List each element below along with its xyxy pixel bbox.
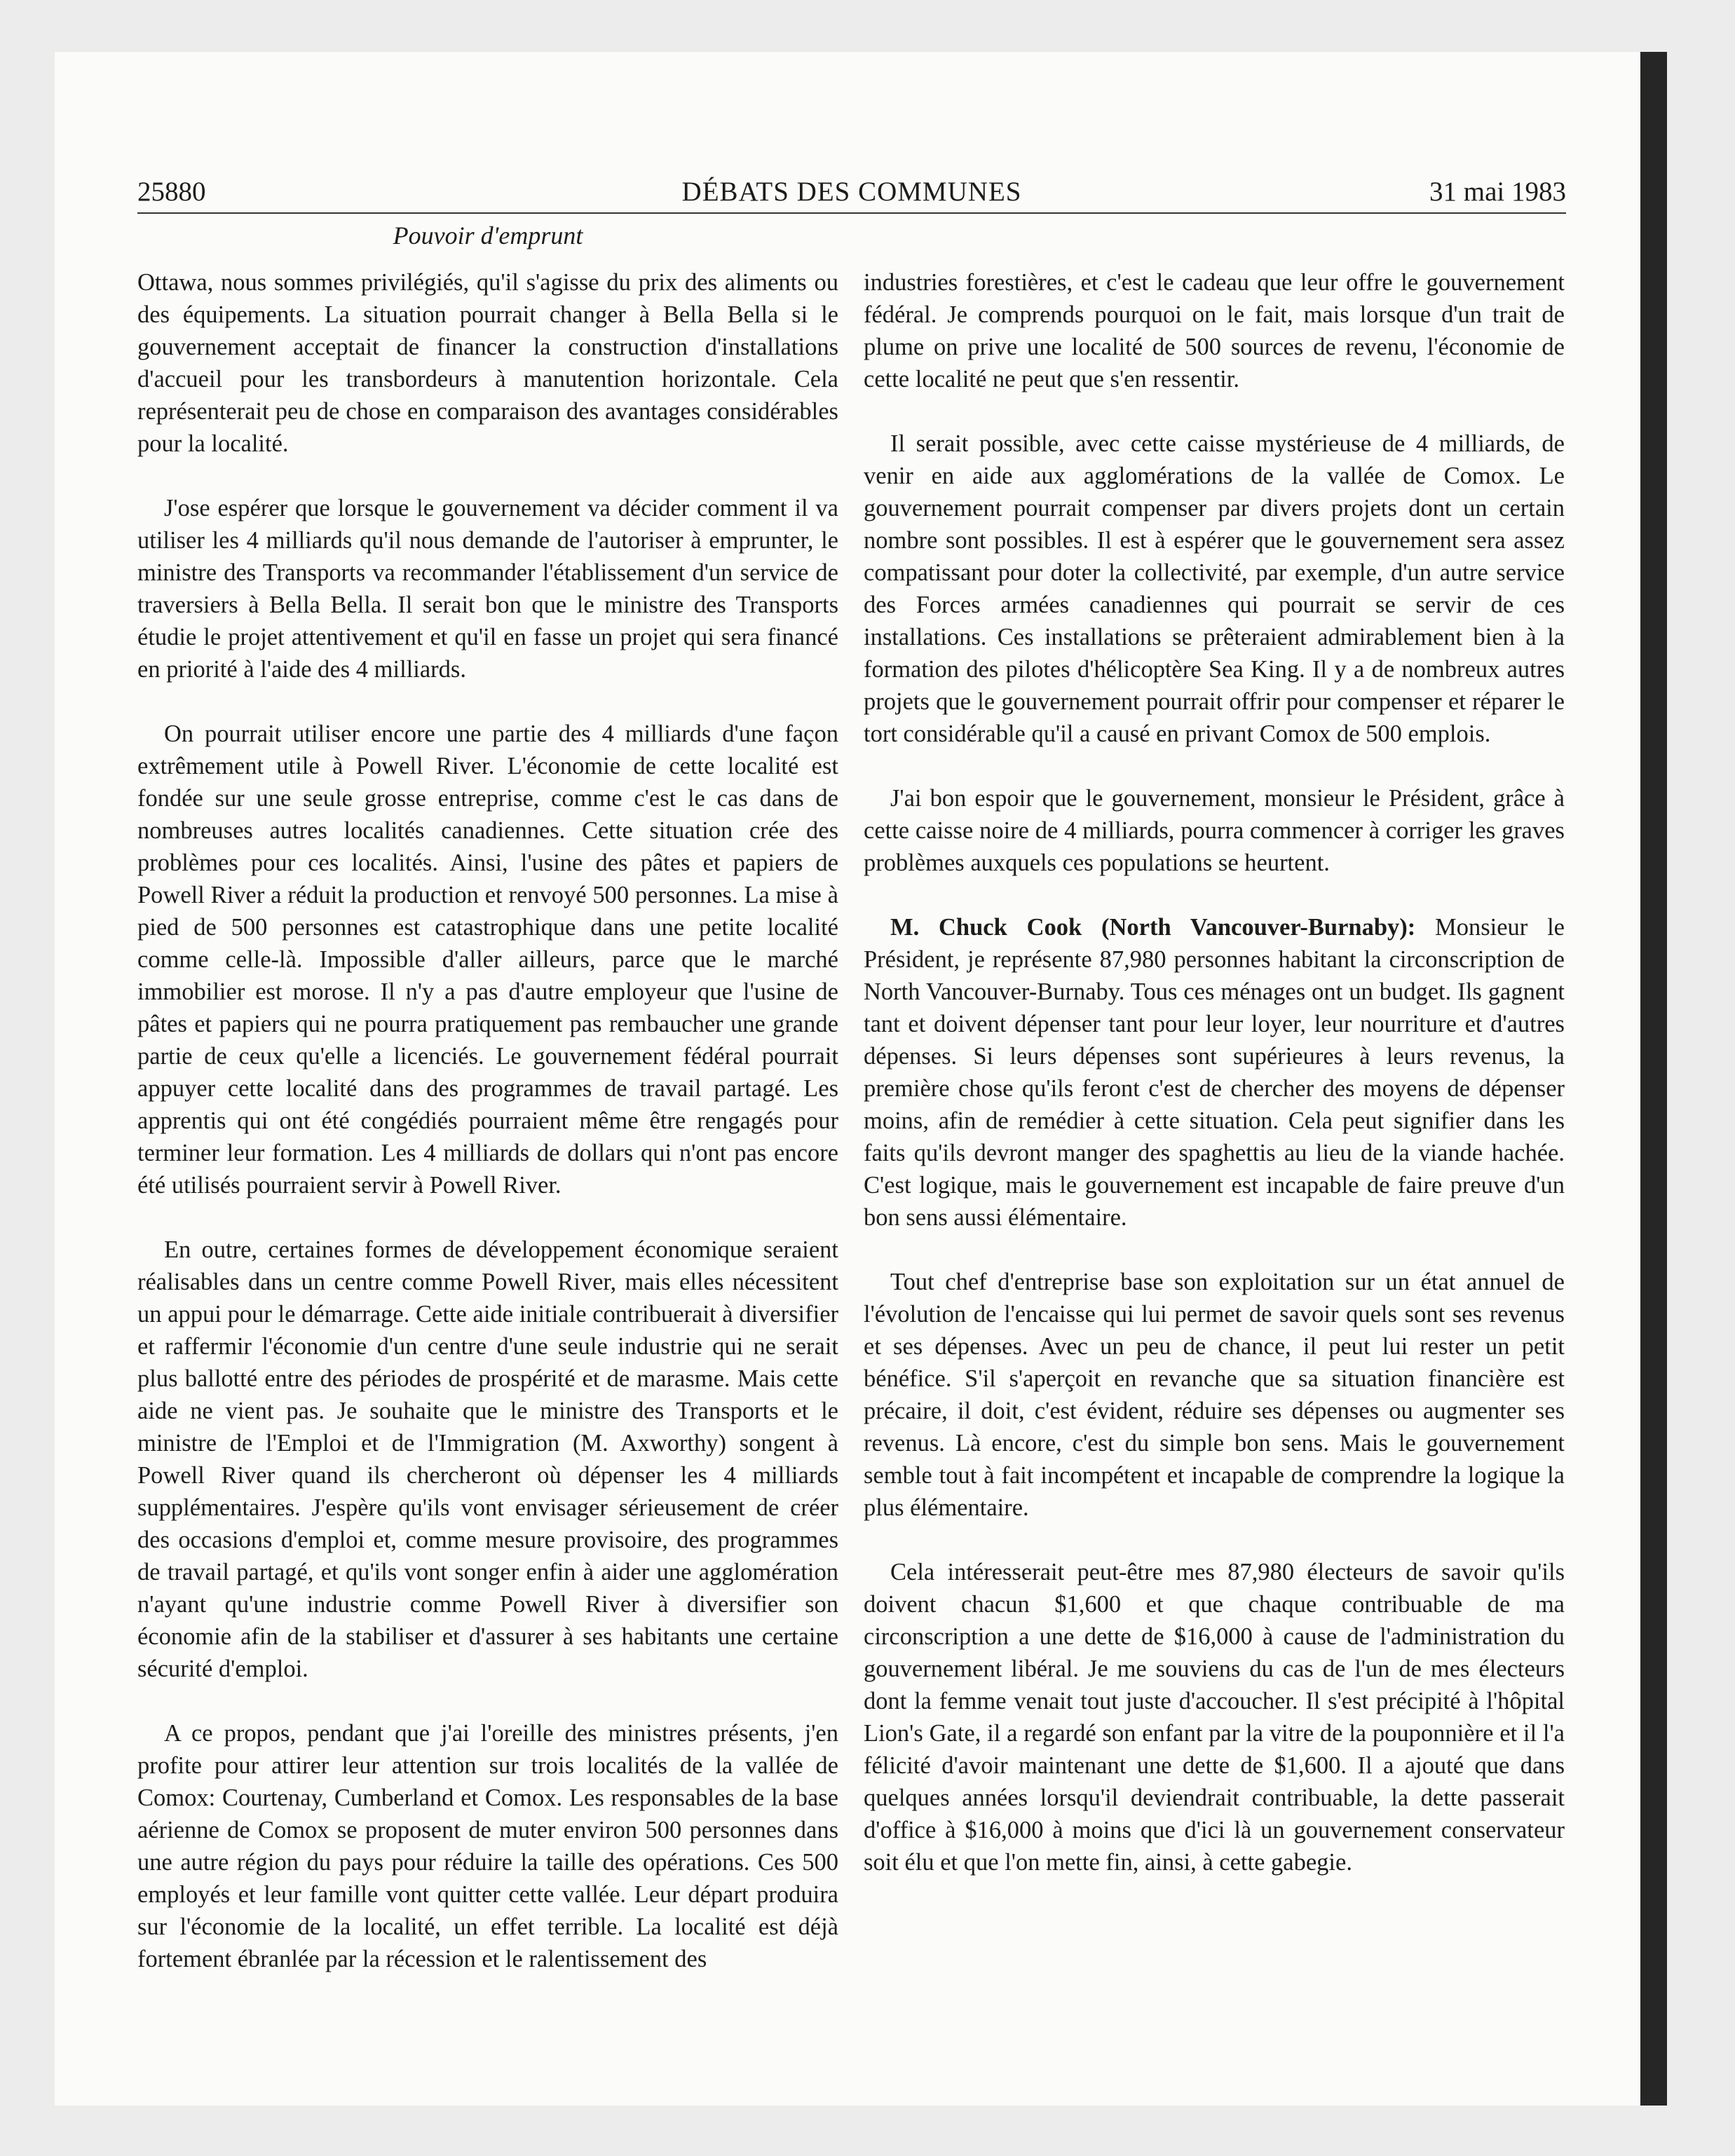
paragraph: En outre, certaines formes de développement économique seraient réalisables dans un centre comme Powell River, mais elles nécessitent un appui pour le démarrage. Cette aide initiale contribuerait à diversifier et raffermir l'économie d'un centre d'une seule industrie qui ne serait plus ballotté entre des périodes de prospérité et de marasme. Mais cette aide ne vient pas. Je souhaite que le ministre des Transports et le ministre de l'Emploi et de l'Immigration (M. Axworthy) songent à Powell River quand ils chercheront où dépenser les 4 milliards supplémentaires. J'espère qu'ils vont envisager sérieusement de créer des occasions d'emploi et, comme mesure provisoire, des programmes de travail partagé, et qu'ils vont songer enfin à aider une agglomération n'ayant qu'une industrie comme Powell River à diversifier son économie afin de la stabiliser et d'assurer à ses habitants une certaine sécurité d'emploi. [137,1236,838,1682]
running-header [137,172,1566,214]
paragraph: On pourrait utiliser encore une partie des 4 milliards d'une façon extrêmement utile à Powell River. L'économie de cette localité est fondée sur une seule grosse entreprise, comme c'est le cas dans de nombreuses autres localités canadiennes. Cette situation crée des problèmes pour ces localités. Ainsi, l'usine des pâtes et papiers de Powell River a réduit la production et renvoyé 500 personnes. La mise à pied de 500 personnes est catastrophique dans une petite localité comme celle-là. Impossible d'aller ailleurs, parce que le marché immobilier est morose. Il n'y a pas d'autre employeur que l'usine de pâtes et papiers qui ne pourra pratiquement pas rembaucher une grande partie de ceux qu'elle a licenciés. Le gouvernement fédéral pourrait appuyer cette localité dans des programmes de travail partagé. Les apprentis qui ont été congédiés pourraient même être rengagés pour terminer leur formation. Les 4 milliards de dollars qui n'ont pas encore été utilisés pourraient servir à Powell River. [137,721,838,1199]
page-number: 25880 [137,177,206,207]
speaker-paragraph [864,911,1565,1234]
paragraph: J'ose espérer que lorsque le gouvernement va décider comment il va utiliser les 4 milliards qu'il nous demande de l'autoriser à emprunter, le ministre des Transports va recommander l'établissement d'un service de traversiers à Bella Bella. Il serait bon que le ministre des Transports étudie le projet attentivement et qu'il en fasse un projet qui sera financé en priorité à l'aide des 4 milliards. [137,495,838,683]
scan-edge-bar [1640,52,1667,2106]
speaker-name: M. Chuck Cook (North Vancouver-Burnaby): [890,914,1416,941]
paragraph: industries forestières, et c'est le cadeau que leur offre le gouvernement fédéral. Je comprends pourquoi on le fait, mais lorsque d'un trait de plume on prive une localité de 500 sources de revenu, l'économie de cette localité ne peut que s'en ressentir. [864,269,1565,393]
paragraph: J'ai bon espoir que le gouvernement, monsieur le Président, grâce à cette caisse noire de 4 milliards, pourra commencer à corriger les graves problèmes auxquels ces populations se heurtent. [864,785,1565,876]
section-title: Pouvoir d'emprunt [393,221,583,250]
publication-date: 31 mai 1983 [1429,177,1566,207]
publication-title: DÉBATS DES COMMUNES [681,177,1022,207]
paragraph: Tout chef d'entreprise base son exploitation sur un état annuel de l'évolution de l'encaisse qui lui permet de savoir quels sont ses revenus et ses dépenses. Avec un peu de chance, il peut lui rester un petit bénéfice. S'il s'aperçoit en revanche que sa situation financière est précaire, il doit, c'est évident, réduire ses dépenses ou augmenter ses revenus. Là encore, c'est du simple bon sens. Mais le gouvernement semble tout à fait incompétent et incapable de comprendre la logique la plus élémentaire. [864,1269,1565,1521]
paragraph: A ce propos, pendant que j'ai l'oreille des ministres présents, j'en profite pour attirer leur attention sur trois localités de la vallée de Comox: Courtenay, Cumberland et Comox. Les responsables de la base aérienne de Comox se proposent de muter environ 500 personnes dans une autre région du pays pour réduire la taille des opérations. Ces 500 employés et leur famille vont quitter cette vallée. Leur départ produira sur l'économie de la localité, un effet terrible. La localité est déjà fortement ébranlée par la récession et le ralentissement des [137,1720,838,1972]
paragraph: Il serait possible, avec cette caisse mystérieuse de 4 milliards, de venir en aide aux agglomérations de la vallée de Comox. Le gouvernement pourrait compenser par divers projets dont un certain nombre sont possibles. Il est à espérer que le gouvernement sera assez compatissant pour doter la collectivité, par exemple, d'un autre service des Forces armées canadiennes qui pourrait se servir de ces installations. Ces installations se prêteraient admirablement bien à la formation des pilotes d'hélicoptère Sea King. Il y a de nombreux autres projets que le gouvernement pourrait offrir pour compenser et réparer le tort considérable qu'il a causé en privant Comox de 500 emplois. [864,430,1565,747]
right-column [864,266,1565,1911]
paragraph: Cela intéresserait peut-être mes 87,980 électeurs de savoir qu'ils doivent chacun $1,600 et que chaque contribuable de ma circonscription a une dette de $16,000 à cause de l'administration du gouvernement libéral. Je me souviens du cas de l'un de mes électeurs dont la femme venait tout juste d'accoucher. Il s'est précipité à l'hôpital Lion's Gate, il a regardé son enfant par la vitre de la pouponnière et il l'a félicité d'avoir maintenant une dette de $1,600. Il a ajouté que dans quelques années lorsqu'il deviendrait contribuable, la dette passerait d'office à $16,000 à moins que d'ici là un gouvernement conservateur soit élu et que l'on mette fin, ainsi, à cette gabegie. [864,1559,1565,1876]
speech-text: Monsieur le Président, je représente 87,980 personnes habitant la circonscription de North Vancouver-Burnaby. Tous ces ménages ont un budget. Ils gagnent tant et doivent dépenser tant pour leur loyer, leur nourriture et d'autres dépenses. Si leurs dépenses sont supérieures à leurs revenus, la première chose qu'ils feront c'est de chercher des moyens de dépenser moins, afin de remédier à cette situation. Cela peut signifier dans les faits qu'ils devront manger des spaghettis au lieu de la viande hachée. C'est logique, mais le gouvernement est incapable de faire preuve d'un bon sens aussi élémentaire. [864,914,1565,1231]
paragraph: Ottawa, nous sommes privilégiés, qu'il s'agisse du prix des aliments ou des équipements. La situation pourrait changer à Bella Bella si le gouvernement acceptait de financer la construction d'installations d'accueil pour les transbordeurs à manutention horizontale. Cela représenterait peu de chose en comparaison des avantages considérables pour la localité. [137,269,838,457]
left-column [137,266,838,2007]
